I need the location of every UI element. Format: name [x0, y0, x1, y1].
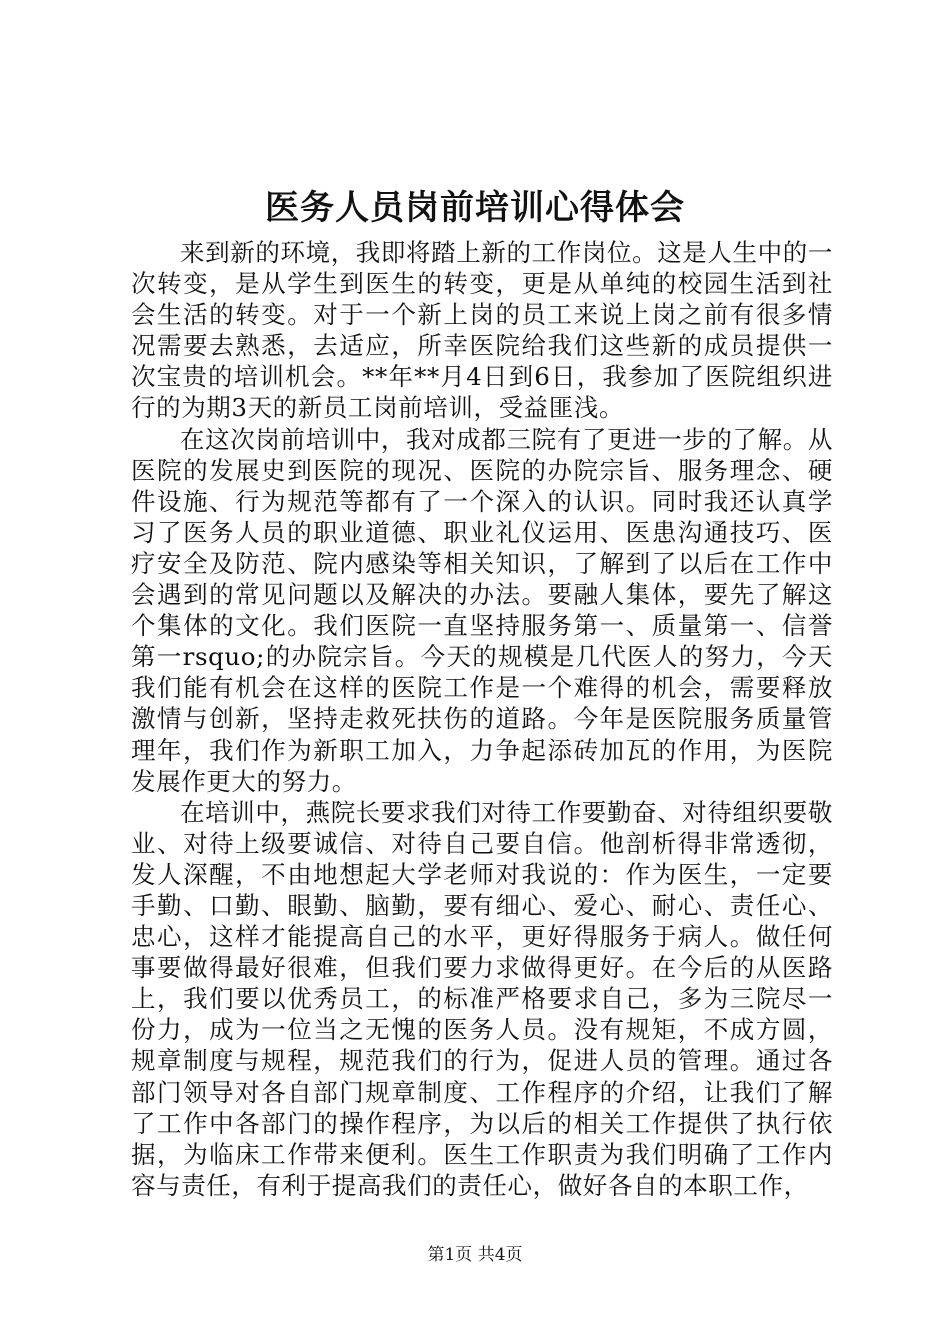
- paragraph-2: 在这次岗前培训中，我对成都三院有了更进一步的了解。从医院的发展史到医院的现况、医院的办院宗旨、服务理念、硬件设施、行为规范等都有了一个深入的认识。同时我还认真学习了医务人员的职业道德、职业礼仪运用、医患沟通技巧、医疗安全及防范、院内感染等相关知识，了解到了以后在工作中会遇到的常见问题以及解决的办法。要融人集体，要先了解这个集体的文化。我们医院一直坚持服务第一、质量第一、信誉第一rsquo;的办院宗旨。今天的规模是几代医人的努力，今天我们能有机会在这样的医院工作是一个难得的机会，需要释放激情与创新，坚持走救死扶伤的道路。今年是医院服务质量管理年，我们作为新职工加入，力争起添砖加瓦的作用，为医院发展作更大的努力。: [131, 424, 833, 796]
- paragraph-1: 来到新的环境，我即将踏上新的工作岗位。这是人生中的一次转变，是从学生到医生的转变，更是从单纯的校园生活到社会生活的转变。对于一个新上岗的员工来说上岗之前有很多情况需要去熟悉，去适应，所幸医院给我们这些新的成员提供一次宝贵的培训机会。**年**月4日到6日，我参加了医院组织进行的为期3天的新员工岗前培训，受益匪浅。: [131, 238, 833, 423]
- document-title: 医务人员岗前培训心得体会: [265, 188, 685, 228]
- paragraph-3: 在培训中，燕院长要求我们对待工作要勤奋、对待组织要敬业、对待上级要诚信、对待自己要自信。他剖析得非常透彻，发人深醒，不由地想起大学老师对我说的：作为医生，一定要手勤、口勤、眼勤、脑勤，要有细心、爱心、耐心、责任心、忠心，这样才能提高自己的水平，更好得服务于病人。做任何事要做得最好很难，但我们要力求做得更好。在今后的从医路上，我们要以优秀员工，的标准严格要求自己，多为三院尽一份力，成为一位当之无愧的医务人员。没有规矩，不成方圆，规章制度与规程，规范我们的行为，促进人员的管理。通过各部门领导对各自部门规章制度、工作程序的介绍，让我们了解了工作中各部门的操作程序，为以后的相关工作提供了执行依据，为临床工作带来便利。医生工作职责为我们明确了工作内容与责任，有利于提高我们的责任心，做好各自的本职工作，: [131, 797, 833, 1200]
- page-footer: 第1页 共4页: [427, 1245, 523, 1265]
- document-body: [131, 237, 833, 1201]
